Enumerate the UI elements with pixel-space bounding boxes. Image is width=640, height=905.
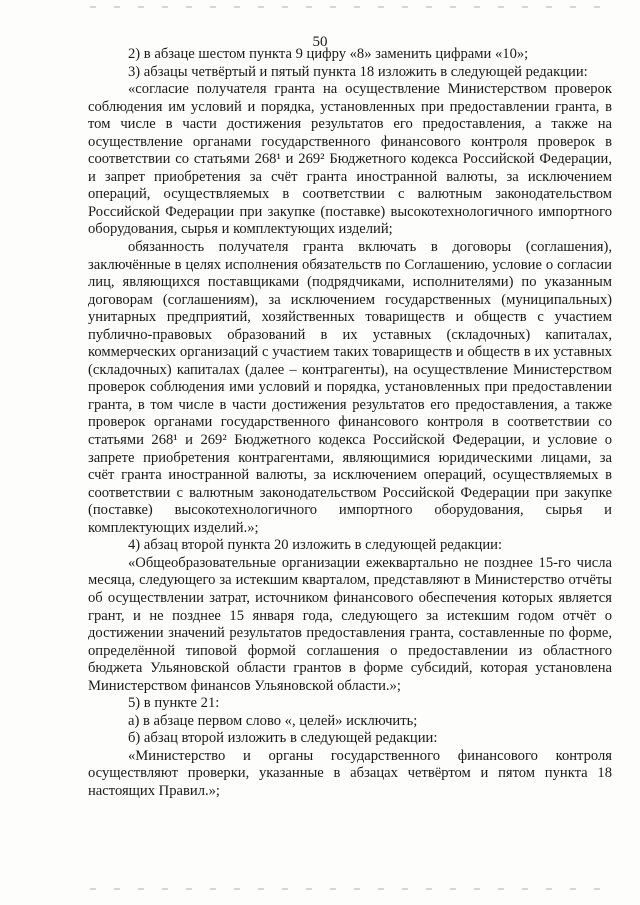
paragraph-consent-clause: «согласие получателя гранта на осуществление Министерством проверок соблюдения им условий и порядка, установленных при предоставлении гранта, в том числе в части достижения результатов его предоставления, а также на осуществление органами государственного финансового контроля проверок в соответствии со статьями 268¹ и 269² Бюджетного кодекса Российской Федерации, и запрет приобретения за счёт гранта иностранной валюты, за исключением операций, осуществляемых в соответствии с валютным законодательством Российской Федерации при закупке (поставке) высокотехнологичного импортного оборудования, сырья и комплектующих изделий; <box>88 81 612 238</box>
scan-edge-bottom <box>90 888 610 890</box>
paragraph-subitem-b: б) абзац второй изложить в следующей редакции: <box>128 730 438 747</box>
scan-edge-top <box>90 6 610 8</box>
paragraph-item-4: 4) абзац второй пункта 20 изложить в следующей редакции: <box>128 537 503 554</box>
paragraph-reporting-clause: «Общеобразовательные организации ежеквартально не позднее 15-го числа месяца, следующего за истекшим кварталом, представляют в Министерство отчёты об осуществлении затрат, источником финансового обеспечения которых является грант, и не позднее 15 января года, следующего за истекшим годом отчёт о достижении значений результатов предоставления гранта, составленные по форме, определённой типовой формой соглашения о предоставлении из областного бюджета Ульяновской области грантов в форме субсидий, которая установлена Министерством финансов Ульяновской области.»; <box>88 554 612 694</box>
page-number: 50 <box>312 34 328 50</box>
paragraph-inspection-clause: «Министерство и органы государственного финансового контроля осуществляют проверки, указанные в абзацах четвёртом и пятом пункта 18 настоящих Правил.»; <box>88 747 612 799</box>
paragraph-obligation-clause: обязанность получателя гранта включать в договоры (соглашения), заключённые в целях исполнения обязательств по Соглашению, условие о согласии лиц, являющихся поставщиками (подрядчиками, исполнителями) по указанным договорам (соглашениям), за исключением государственных (муниципальных) унитарных предприятий, хозяйственных товариществ и обществ с участием публично-правовых образований в их уставных (складочных) капиталах, коммерческих организаций с участием таких товариществ и обществ в их уставных (складочных) капиталах (далее – контрагенты), на осуществление Министерством проверок соблюдения ими условий и порядка, установленных при предоставлении гранта, в том числе в части достижения результатов его предоставления, а также проверок органами государственного финансового контроля в соответствии со статьями 268¹ и 269² Бюджетного кодекса Российской Федерации, и условие о запрете приобретения контрагентами, являющимися юридическими лицами, за счёт гранта иностранной валюты, за исключением операций, осуществляемых в соответствии с валютным законодательством Российской Федерации при закупке (поставке) высокотехнологичного импортного оборудования, сырья и комплектующих изделий.»; <box>88 239 612 536</box>
paragraph-subitem-a: а) в абзаце первом слово «, целей» исключить; <box>128 712 418 729</box>
document-body <box>88 46 612 801</box>
paragraph-item-5: 5) в пункте 21: <box>128 695 220 712</box>
paragraph-item-2: 2) в абзаце шестом пункта 9 цифру «8» заменить цифрами «10»; <box>128 46 529 62</box>
paragraph-item-3: 3) абзацы четвёртый и пятый пункта 18 изложить в следующей редакции: <box>128 63 588 80</box>
